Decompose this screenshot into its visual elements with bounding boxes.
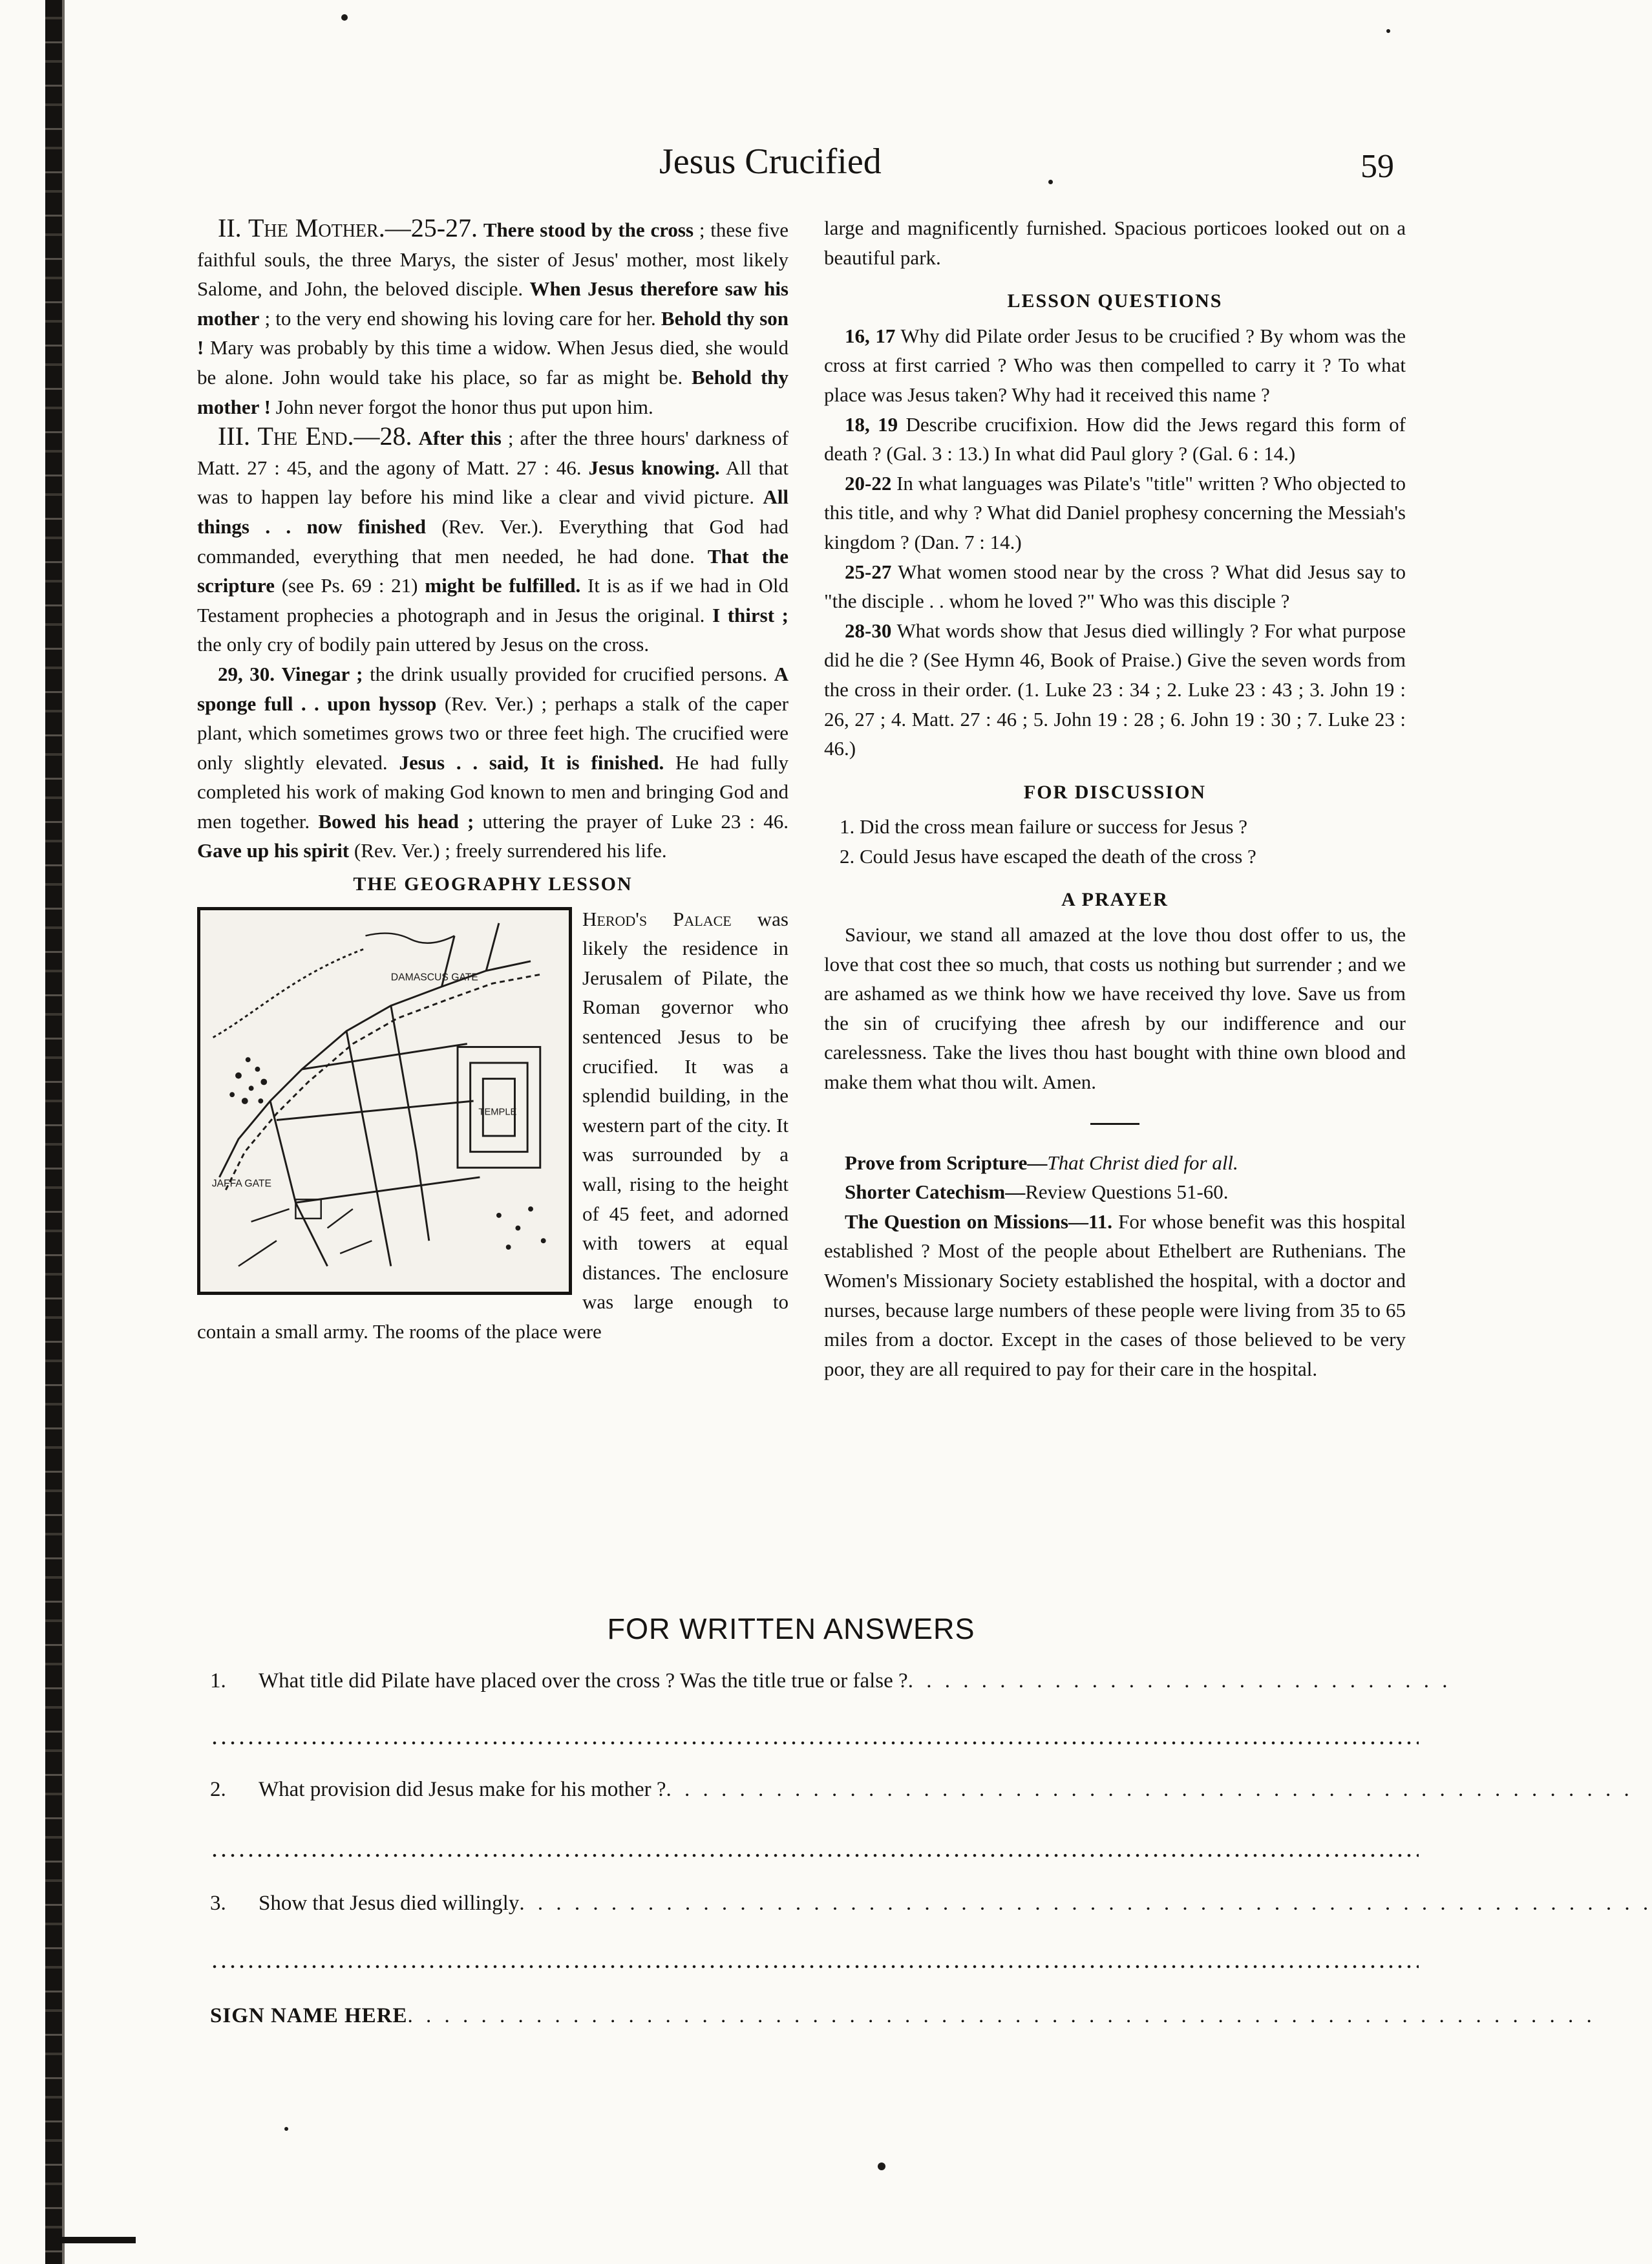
geography-continuation: large and magnificently furnished. Spacious porticoes looked out on a beautiful park. xyxy=(824,217,1406,269)
body-text: was likely the residence in Jerusalem of Pilate, the Roman governor who sentenced Jesus to be crucified. It was a splendid building, in the western part of the city. It was surrounded by a wall, rising to the height of 45 feet, and adorned with towers at equal distances. The enclosure was large enough to contain a small army. The rooms of the place were xyxy=(197,907,789,1343)
question-text: What provision did Jesus make for his mother ? xyxy=(259,1778,666,1801)
written-question-2 xyxy=(210,1778,1633,1817)
body-text: ; to the very end showing his loving care for her. xyxy=(264,306,656,330)
prayer-heading: A PRAYER xyxy=(1061,889,1169,911)
bold-phrase: That the scripture xyxy=(197,544,789,597)
bold-phrase: After this xyxy=(418,427,502,450)
map-drawing xyxy=(200,910,569,1292)
prove-from-scripture xyxy=(824,1148,1406,1178)
page-number: 59 xyxy=(1361,148,1394,185)
lesson-questions-heading: LESSON QUESTIONS xyxy=(1007,290,1223,312)
verse-number: 29, 30. xyxy=(218,662,275,685)
question-number: 3. xyxy=(210,1892,226,1915)
bold-phrase: Shorter Catechism— xyxy=(845,1180,1026,1204)
body-text: It is as if we had in Old Testament prophecies a photograph and in Jesus the original. xyxy=(197,574,789,626)
answer-line[interactable] xyxy=(210,1964,1419,1969)
bold-phrase: I thirst ; xyxy=(712,603,789,626)
sign-name-label: SIGN NAME HERE xyxy=(210,2004,408,2027)
divider-rule xyxy=(1090,1123,1139,1125)
body-text: (Rev. Ver.) ; freely surrendered his life. xyxy=(354,839,667,862)
answer-dots: . . . . . . . . . . . . . . . . . . . . . . . . . . . . . . . . . . . . . . . . . . . . . . . . . . . . . xyxy=(666,1778,1633,1801)
body-text: All that was to happen lay before his mind like a clear and vivid picture. xyxy=(197,456,789,509)
section-heading-end: III. The End.—28. xyxy=(218,422,412,451)
question-number: 1. xyxy=(210,1669,226,1693)
bold-phrase: Vinegar ; xyxy=(281,662,363,685)
question-number: 2. xyxy=(210,1778,226,1801)
right-column xyxy=(824,213,1406,1383)
binding-edge xyxy=(62,0,65,2264)
question-text: What words show that Jesus died willingly ? For what purpose did he die ? (See Hymn 46, Book of Praise.) Give the seven words from the cross in their order. (1. Luke 23 : 34 ; 2. Luke 23 : 43 ; 3. John 19 : 26, 27 ; 4. Matt. 27 : 46 ; 5. John 19 : 28 ; 6. John 19 : 30 ; 7. Luke 23 : 46.) xyxy=(824,619,1406,760)
body-text: ; after the three hours' darkness of Matt. 27 : 45, and the agony of Matt. 27 : 46. xyxy=(197,427,789,479)
bold-phrase: Jesus . . said, It is finished. xyxy=(399,751,664,774)
page-header xyxy=(0,133,1582,191)
bold-phrase: Behold thy son ! xyxy=(197,306,789,359)
question-number: 18, 19 xyxy=(845,412,898,436)
body-text: (Rev. Ver.) ; perhaps a stalk of the caper plant, which sometimes grows two or three feet high. The crucified were only slightly elevated. xyxy=(197,692,789,774)
answer-dots: . . . . . . . . . . . . . . . . . . . . . . . . . . . . . . xyxy=(907,1669,1452,1693)
question-text: Describe crucifixion. How did the Jews regard this form of death ? (Gal. 3 : 13.) In what did Paul glory ? (Gal. 6 : 14.) xyxy=(824,412,1406,465)
question-number: 20-22 xyxy=(845,471,892,495)
bold-phrase: Prove from Scripture— xyxy=(845,1151,1048,1174)
question-item xyxy=(824,410,1406,469)
written-question-3 xyxy=(210,1892,1652,1930)
binding-foot xyxy=(45,2237,136,2243)
page-title: Jesus Crucified xyxy=(659,142,882,182)
prayer-text: Saviour, we stand all amazed at the love thou dost offer to us, the love that cost thee so much, that costs us nothing but surrender ; and we are ashamed as we think how we have received thy love. Save us from the sin of crucifying thee afresh by our indifference and our carelessness. Take the lives thou hast bought with thine own blood and make them what thou wilt. Amen. xyxy=(824,923,1406,1094)
answer-dots: . . . . . . . . . . . . . . . . . . . . . . . . . . . . . . . . . . . . . . . . . . . . . . . . . . . . . . . . . . . . . . . . . xyxy=(407,2004,1596,2027)
answer-line[interactable] xyxy=(210,1740,1419,1746)
discussion-item: 2. Could Jesus have escaped the death of the cross ? xyxy=(840,844,1256,868)
ink-speck xyxy=(284,2127,288,2131)
ink-speck xyxy=(878,2163,885,2170)
bold-phrase: The Question on Missions—11. xyxy=(845,1210,1112,1233)
body-text: (see Ps. 69 : 21) xyxy=(281,574,418,597)
answer-line[interactable] xyxy=(210,1853,1419,1858)
question-text: In what languages was Pilate's "title" written ? Who objected to this title, and why ? What did Daniel prophesy concerning the Messiah's kingdom ? (Dan. 7 : 14.) xyxy=(824,471,1406,553)
question-text: What women stood near by the cross ? What did Jesus say to "the disciple . . whom he loved ?" Who was this disciple ? xyxy=(824,560,1406,613)
body-text: the drink usually provided for crucified persons. xyxy=(370,662,768,685)
bold-phrase: Gave up his spirit xyxy=(197,839,350,862)
body-text: Review Questions 51-60. xyxy=(1025,1180,1229,1204)
question-item xyxy=(824,557,1406,616)
jerusalem-map xyxy=(197,907,572,1295)
left-column xyxy=(197,213,789,1347)
italic-text: That Christ died for all. xyxy=(1047,1151,1238,1174)
written-answers-title: FOR WRITTEN ANSWERS xyxy=(607,1612,975,1645)
geography-lesson xyxy=(197,904,789,1347)
question-item xyxy=(824,469,1406,557)
bold-phrase: When Jesus therefore saw his mother xyxy=(197,277,789,330)
question-text: What title did Pilate have placed over the cross ? Was the title true or false ? xyxy=(259,1669,908,1693)
body-text: (Rev. Ver.). Everything that God had commanded, everything that men needed, he had done. xyxy=(197,515,789,568)
written-question-1 xyxy=(210,1669,1452,1708)
bold-phrase: A sponge full . . upon hyssop xyxy=(197,662,789,715)
question-item xyxy=(824,321,1406,410)
body-text: He had fully completed his work of making God known to men and bringing God and men together. xyxy=(197,751,789,833)
bold-phrase: might be fulfilled. xyxy=(425,574,581,597)
answer-dots: . . . . . . . . . . . . . . . . . . . . . . . . . . . . . . . . . . . . . . . . . . . . . . . . . . . . . . . . . . . . . . xyxy=(519,1892,1652,1915)
body-text: ; these five faithful souls, the three Marys, the sister of Jesus' mother, most likely Salome, and John, the beloved disciple. xyxy=(197,219,789,301)
question-text: Show that Jesus died willingly xyxy=(259,1892,520,1915)
end-section xyxy=(197,422,789,659)
sign-name-line[interactable] xyxy=(210,2004,1596,2043)
mother-section xyxy=(197,213,789,422)
bold-phrase: Jesus knowing. xyxy=(588,456,720,479)
question-number: 16, 17 xyxy=(845,324,896,347)
map-label: DAMASCUS GATE xyxy=(390,971,478,983)
bold-phrase: Behold thy mother ! xyxy=(197,365,789,418)
missions-question xyxy=(824,1207,1406,1384)
question-text: Why did Pilate order Jesus to be crucified ? By whom was the cross at first carried ? Who was then compelled to carry it ? To what place was Jesus taken? Why had it received this name ? xyxy=(824,324,1406,406)
geography-lead: Herod's Palace xyxy=(582,907,732,930)
discussion-heading: FOR DISCUSSION xyxy=(1023,781,1207,803)
discussion-item: 1. Did the cross mean failure or success for Jesus ? xyxy=(840,815,1248,838)
body-text: John never forgot the honor thus put upon him. xyxy=(275,395,653,418)
body-text: the only cry of bodily pain uttered by Jesus on the cross. xyxy=(197,633,650,656)
ink-speck xyxy=(1386,29,1390,33)
ink-speck xyxy=(341,14,348,21)
map-label: JAFFA GATE xyxy=(211,1178,271,1190)
section-heading-mother: II. The Mother.—25-27. xyxy=(218,213,478,242)
question-number: 25-27 xyxy=(845,560,892,583)
question-number: 28-30 xyxy=(845,619,892,642)
shorter-catechism xyxy=(824,1177,1406,1207)
bold-phrase: There stood by the cross xyxy=(483,219,694,241)
bold-phrase: All things . . now finished xyxy=(197,486,789,538)
body-text: For whose benefit was this hospital established ? Most of the people about Ethelbert are Ruthenians. The Women's Missionary Society established the hospital, with a doctor and nurses, because large numbers of these people were living from 35 to 65 miles from a doctor. Except in the cases of those believed to be very poor, they are all required to pay for their care in the hospital. xyxy=(824,1210,1406,1380)
body-text: uttering the prayer of Luke 23 : 46. xyxy=(482,809,789,833)
body-text: Mary was probably by this time a widow. When Jesus died, she would be alone. John would take his place, so far as might be. xyxy=(197,336,789,389)
map-label: TEMPLE xyxy=(478,1107,517,1118)
verses-29-30 xyxy=(197,659,789,866)
bold-phrase: Bowed his head ; xyxy=(318,809,474,833)
binding-spine xyxy=(45,0,62,2264)
geography-heading: THE GEOGRAPHY LESSON xyxy=(353,873,633,895)
question-item xyxy=(824,616,1406,764)
